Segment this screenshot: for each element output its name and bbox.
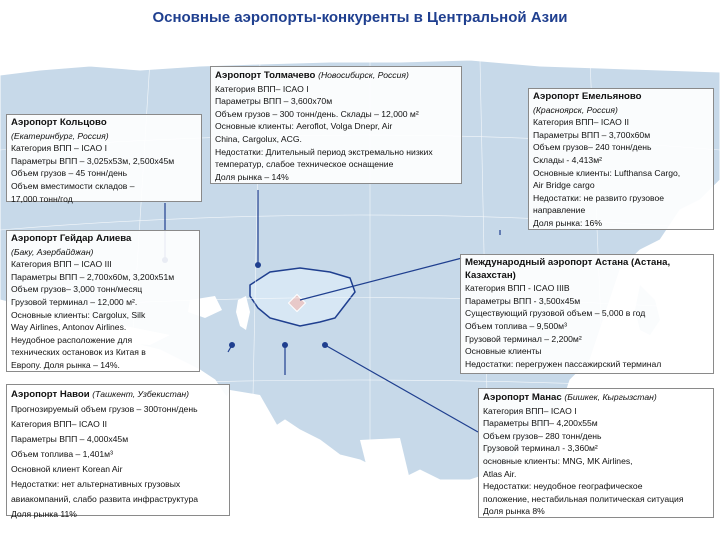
card-line: Основные клиенты: Aeroflot, Volga Dnepr, Air (215, 121, 393, 132)
card-line: Доля рынка – 14% (215, 171, 289, 182)
card-line: Объем топлива – 1,401м³ (11, 449, 113, 459)
card-title: Аэропорт Гейдар Алиева (11, 233, 132, 244)
card-line: технических остановок из Китая в (11, 347, 146, 358)
card-line: Доля рынка 8% (483, 506, 545, 517)
card-title: Аэропорт Кольцово (11, 117, 107, 128)
card-heydar-aliyev (6, 230, 200, 372)
card-line: Недостатки: нет альтернативных грузовых (11, 479, 181, 489)
card-line: направление (533, 205, 586, 216)
card-astana (460, 254, 714, 374)
card-line: Объем грузов – 45 тонн/день (11, 168, 128, 179)
card-line: Объем грузов– 240 тонн/день (533, 142, 652, 153)
card-koltsovo (6, 114, 202, 202)
card-line: Объем грузов– 280 тонн/день (483, 430, 602, 441)
card-line: Категория ВПП– ICAO II (533, 117, 629, 128)
card-navoi (6, 384, 230, 519)
card-title-cont: Казахстан) (465, 269, 516, 281)
card-line: Прогнозируемый объем грузов – 300тонн/день (11, 404, 198, 414)
card-line: Недостатки: перегружен пассажирский терминал (465, 358, 662, 369)
card-manas (478, 388, 714, 518)
card-line: 17,000 тонн/год (11, 193, 73, 204)
card-line: авиакомпаний, слабо развита инфраструктура (11, 494, 199, 504)
card-line: основные клиенты: MNG, MK Airlines, (483, 455, 633, 466)
card-line: Параметры ВПП – 3,700x60м (533, 129, 651, 140)
card-line: Air Bridge cargo (533, 180, 595, 191)
card-line: Основные клиенты (465, 346, 542, 357)
card-emelyanovo (528, 88, 714, 230)
card-line: Параметры ВПП – 3,600x70м (215, 96, 333, 107)
card-location: (Екатеринбург, Россия) (11, 130, 109, 141)
card-line: Доля рынка: 16% (533, 217, 602, 228)
card-location: (Баку, Азербайджан) (11, 246, 94, 257)
card-line: Параметры ВПП – 2,700x60м, 3,200x51м (11, 271, 175, 282)
card-line: Категория ВПП – ICAO III (11, 259, 112, 270)
card-line: Категория ВПП - ICAO IIIB (465, 283, 570, 294)
card-title: Аэропорт Емельяново (533, 91, 642, 102)
card-line: Категория ВПП– ICAO I (483, 405, 577, 416)
card-line: Существующий грузовой объем – 5,000 в год (465, 308, 646, 319)
page-title: Основные аэропорты-конкуренты в Центральной Азии (152, 9, 568, 26)
card-line: Европу. Доля рынка – 14%. (11, 359, 120, 370)
card-line: Объем топлива – 9,500м³ (465, 320, 567, 331)
card-line: температур, слабое техническое оснащение (215, 159, 394, 170)
card-line: Way Airlines, Antonov Airlines. (11, 322, 127, 333)
card-location: (Красноярск, Россия) (533, 104, 618, 115)
card-tolmachevo (210, 66, 462, 184)
card-line: Грузовой терминал - 3,360м² (483, 443, 598, 454)
card-line: Грузовой терминал – 12,000 м². (11, 296, 138, 307)
card-line: Грузовой терминал – 2,200м² (465, 333, 582, 344)
card-line: Склады - 4,413м² (533, 154, 602, 165)
card-line: Категория ВПП– ICAO I (215, 83, 309, 94)
card-line: Категория ВПП – ICAO I (11, 143, 107, 154)
card-line: China, Cargolux, ACG. (215, 133, 302, 144)
card-title: Аэропорт Манас (Бишкек, Кыргызстан) (483, 392, 657, 403)
card-line: Недостатки: Длительный период экстремально низких (215, 146, 433, 157)
card-line: Объем вместимости складов – (11, 180, 135, 191)
card-line: Категория ВПП– ICAO II (11, 419, 107, 429)
card-line: Параметры ВПП– 4,200x55м (483, 418, 598, 429)
card-line: положение, нестабильная политическая ситуация (483, 493, 684, 504)
card-line: Неудобное расположение для (11, 334, 133, 345)
card-line: Объем грузов – 300 тонн/день. Склады – 12,000 м² (215, 108, 419, 119)
card-title: Аэропорт Навои (Ташкент, Узбекистан) (11, 389, 190, 400)
card-line: Основные клиенты: Cargolux, Silk (11, 309, 146, 320)
card-line: Параметры ВПП - 3,500x45м (465, 295, 581, 306)
card-line: Основной клиент Korean Air (11, 464, 123, 474)
card-line: Параметры ВПП – 4,000x45м (11, 434, 129, 444)
card-line: Основные клиенты: Lufthansa Cargo, (533, 167, 681, 178)
card-line: Недостатки: не развито грузовое (533, 192, 665, 203)
card-title: Международный аэропорт Астана (Астана, (465, 257, 671, 268)
card-line: Недостатки: неудобное географическое (483, 481, 643, 492)
card-line: Объем грузов– 3,000 тонн/месяц (11, 284, 143, 295)
card-line: Atlas Air. (483, 468, 517, 479)
card-title: Аэропорт Толмачево (Новосибирск, Россия) (215, 70, 409, 81)
card-line: Параметры ВПП – 3,025x53м, 2,500x45м (11, 155, 175, 166)
card-line: Доля рынка 11% (11, 509, 77, 519)
